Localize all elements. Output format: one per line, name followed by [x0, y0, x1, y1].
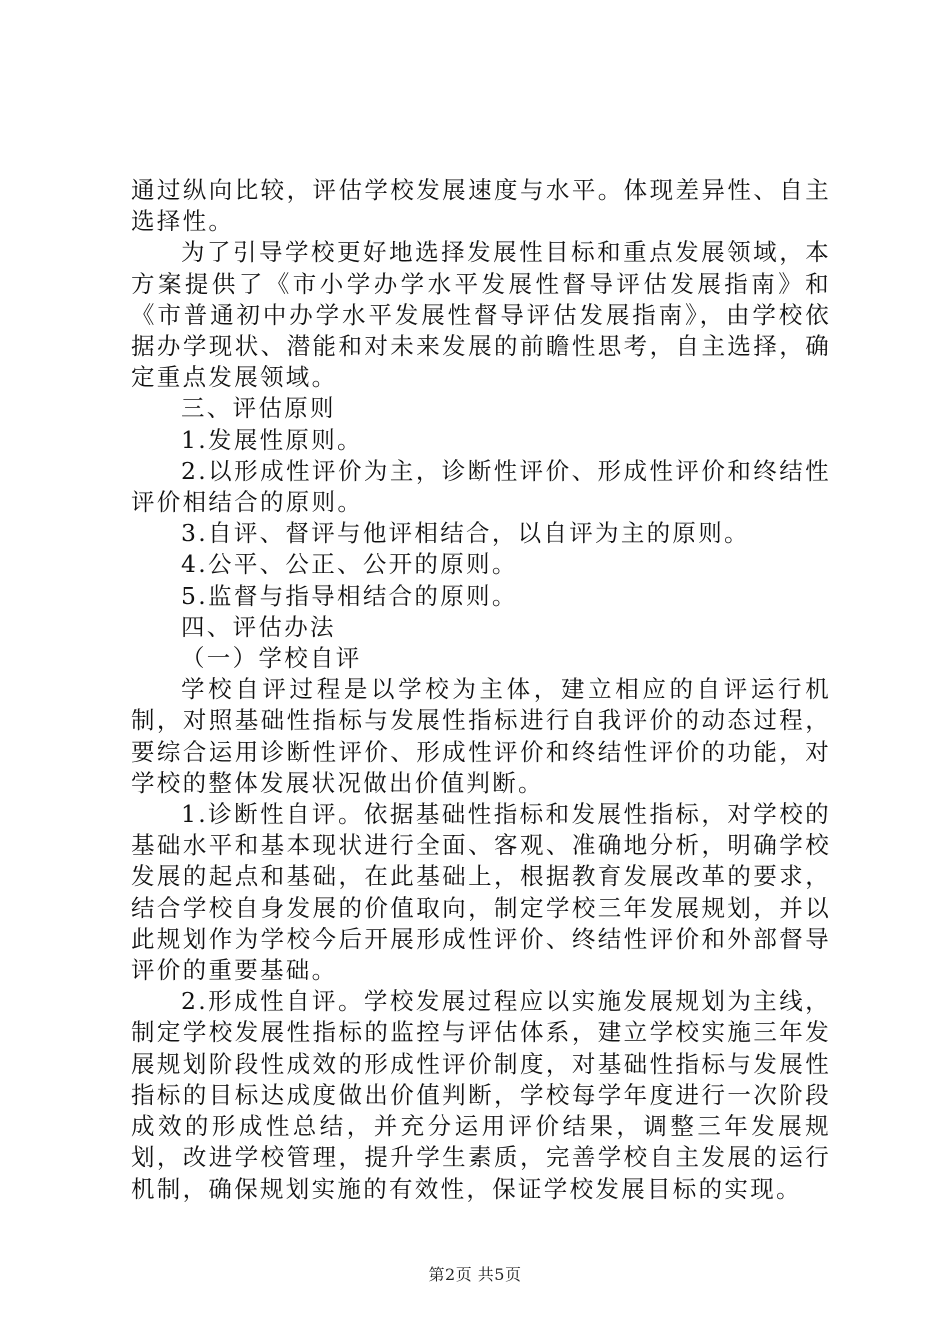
list-item: 5.监督与指导相结合的原则。: [181, 581, 518, 610]
paragraph: 学校自评过程是以学校为主体，建立相应的自评运行机制，对照基础性指标与发展性指标进行自我评价的动态过程，要综合运用诊断性评价、形成性评价和终结性评价的功能，对学校的整体发展状况做出价值判断。: [131, 675, 831, 797]
page-footer: 第2页 共5页: [428, 1265, 522, 1284]
list-item: 3.自评、督评与他评相结合，以自评为主的原则。: [181, 519, 750, 548]
document-body: [131, 175, 831, 1205]
list-item: 2.形成性自评。学校发展过程应以实施发展规划为主线，制定学校发展性指标的监控与评估体系，建立学校实施三年发展规划阶段性成效的形成性评价制度，对基础性指标与发展性指标的目标达成度做出价值判断，学校每学年度进行一次阶段成效的形成性总结，并充分运用评价结果，调整三年发展规划，改进学校管理，提升学生素质，完善学校自主发展的运行机制，确保规划实施的有效性，保证学校发展目标的实现。: [131, 987, 831, 1203]
section-heading: 四、评估办法: [181, 612, 336, 641]
list-item: 1.发展性原则。: [181, 425, 363, 454]
section-heading: 三、评估原则: [181, 394, 336, 423]
paragraph: 通过纵向比较，评估学校发展速度与水平。体现差异性、自主选择性。: [131, 176, 831, 236]
paragraph: 为了引导学校更好地选择发展性目标和重点发展领域，本方案提供了《市小学办学水平发展性督导评估发展指南》和《市普通初中办学水平发展性督导评估发展指南》，由学校依据办学现状、潜能和对未来发展的前瞻性思考，自主选择，确定重点发展领域。: [131, 238, 831, 392]
list-item: 2.以形成性评价为主，诊断性评价、形成性评价和终结性评价相结合的原则。: [131, 456, 831, 517]
list-item: 1.诊断性自评。依据基础性指标和发展性指标，对学校的基础水平和基本现状进行全面、客观、准确地分析，明确学校发展的起点和基础，在此基础上，根据教育发展改革的要求，结合学校自身发展的价值取向，制定学校三年发展规划，并以此规划作为学校今后开展形成性评价、终结性评价和外部督导评价的重要基础。: [131, 800, 831, 985]
subsection-heading: （一）学校自评: [181, 644, 362, 673]
list-item: 4.公平、公正、公开的原则。: [181, 550, 518, 579]
